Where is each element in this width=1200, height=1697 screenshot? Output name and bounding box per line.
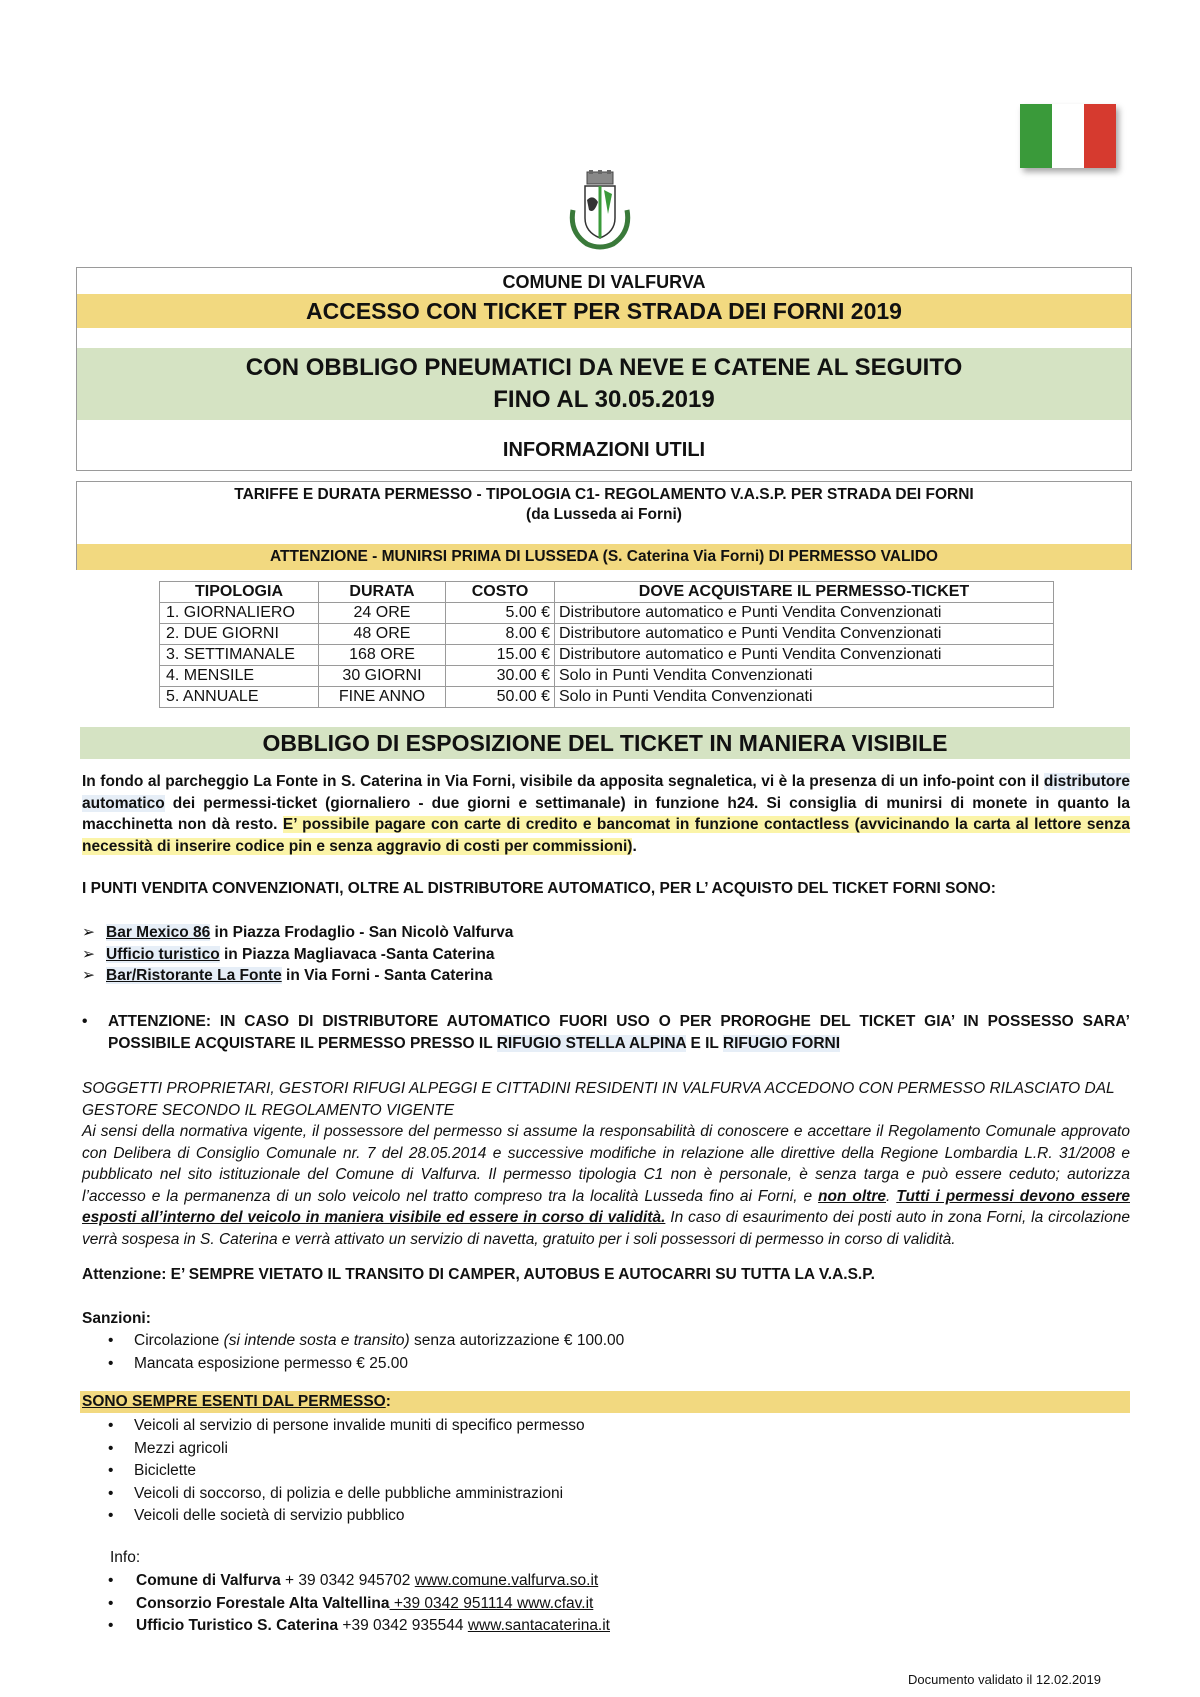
contact-phone: + 39 0342 945702 [280,1572,415,1589]
cell-durata: 24 ORE [319,603,446,624]
bullet-dot-icon: • [108,1594,114,1612]
info-label: Info: [110,1549,141,1566]
cell-dove: Solo in Punti Vendita Convenzionati [555,666,1054,687]
list-item [82,1593,1130,1616]
cell-tipologia: 5. ANNUALE [160,687,319,708]
cell-durata: 48 ORE [319,624,446,645]
validation-footer: Documento validato il 12.02.2019 [908,1672,1101,1687]
attenzione-band: ATTENZIONE - MUNIRSI PRIMA DI LUSSEDA (S. Caterina Via Forni) DI PERMESSO VALIDO [77,544,1131,570]
cell-costo: 30.00 € [446,666,555,687]
text-span: Biciclette [134,1462,197,1479]
contact-phone: +39 0342 951114 [389,1594,513,1612]
table-row [160,666,1054,687]
text-span: dei permessi-ticket (giornaliero - due giorni e settimanale) in funzione h24. Si consiglia di munirsi di monete in quanto la macchinetta non dà resto. [82,794,1130,833]
text-span: . [886,1187,897,1205]
cell-tipologia: 2. DUE GIORNI [160,624,319,645]
esposizione-paragraph [82,771,1130,857]
table-row [160,603,1054,624]
col-tipologia: TIPOLOGIA [160,582,319,603]
cell-costo: 50.00 € [446,687,555,708]
tariffe-heading [77,485,1131,525]
cell-tipologia: 4. MENSILE [160,666,319,687]
text-span: senza autorizzazione € 100.00 [409,1332,625,1349]
divieto-transito: Attenzione: E’ SEMPRE VIETATO IL TRANSITO DI CAMPER, AUTOBUS E AUTOCARRI SU TUTTA LA V.A.S.P. [82,1266,875,1283]
bullet-dot-icon: • [108,1417,114,1434]
info-list [82,1570,1130,1638]
list-item [82,922,1130,944]
text-span: : [385,1393,391,1410]
bullet-dot-icon: • [108,1617,114,1634]
esenti-list [82,1415,1130,1528]
text-span: In fondo al parcheggio La Fonte in S. Caterina in Via Forni, visibile da apposita segnaletica, vi è la presenza di un info-point con il [82,773,1044,790]
punto-vendita-location: in Via Forni - Santa Caterina [281,967,493,984]
list-item [82,965,1130,987]
cell-durata: FINE ANNO [319,687,446,708]
table-row [160,687,1054,708]
cell-costo: 8.00 € [446,624,555,645]
punti-vendita-heading: I PUNTI VENDITA CONVENZIONATI, OLTRE AL DISTRIBUTORE AUTOMATICO, PER L’ ACQUISTO DEL TICKET FORNI SONO: [82,880,996,897]
text-span: Ai sensi della normativa vigente, il possessore del permesso si assume la responsabilità di conoscere e accettare il Regolamento Comunale approvato con Delibera di Consiglio Comunale nr. 7 del 28.05.2014 e successive modifiche in relazione alle direttive della Regione Lombardia L.R. 31/2008 e pubblicato nel sito istituzionale del Comune di Valfurva. Il permesso tipologia C1 non è personale, è senza targa e può essere ceduto; autorizza l’accesso e la permanenza di un solo veicolo nel tratto compreso tra la località Lusseda fino ai Forni, e [82,1123,1130,1205]
obbligo-line2: FINO AL 30.05.2019 [493,386,715,413]
tariffe-box [76,481,1132,570]
tariffe-line1: TARIFFE E DURATA PERMESSO - TIPOLOGIA C1- REGOLAMENTO V.A.S.P. PER STRADA DEI FORNI [234,486,974,503]
header-box [76,267,1132,471]
obbligo-line1: CON OBBLIGO PNEUMATICI DA NEVE E CATENE AL SEGUITO [245,354,963,381]
esposizione-obbligo: Tutti i permessi devono essere esposti all’interno del veicolo in maniera visibile ed essere in corso di validità. [82,1187,1130,1226]
list-item [82,1505,1130,1528]
contact-name: Comune di Valfurva [136,1572,281,1589]
list-item [82,1353,1130,1376]
punto-vendita-name: Ufficio turistico [106,945,220,963]
bullet-dot-icon: • [82,1013,88,1030]
text-span: In caso di esaurimento dei posti auto in zona Forni, la circolazione verrà sospesa in S. Caterina e verrà attivato un servizio di navetta, gratuito per i soli possessori di permesso in corso di validità. [82,1209,1130,1248]
cell-costo: 15.00 € [446,645,555,666]
contact-link[interactable]: www.santacaterina.it [467,1617,610,1634]
bullet-dot-icon: • [108,1354,114,1372]
comune-name: COMUNE DI VALFURVA [502,272,706,292]
list-item [82,1330,1130,1353]
contact-link[interactable]: www.comune.valfurva.so.it [414,1572,599,1589]
sanzioni-list [82,1330,1130,1375]
punto-vendita-name: Bar Mexico 86 [106,924,211,941]
text-span: Mezzi agricoli [134,1439,228,1457]
list-item [82,1570,1130,1593]
document-title: ACCESSO CON TICKET PER STRADA DEI FORNI 2019 [77,294,1131,328]
text-span: Veicoli al servizio di persone invalide muniti di specifico permesso [134,1417,585,1434]
punto-vendita-location: in Piazza Frodaglio - San Nicolò Valfurva [210,924,514,941]
list-item [82,944,1130,966]
obbligo-band [77,348,1131,420]
list-item [82,1415,1130,1438]
regolamento-paragraph [82,1121,1130,1250]
contact-phone: +39 0342 935544 [338,1617,468,1634]
table-row [160,645,1054,666]
rifugio-forni: RIFUGIO FORNI [722,1034,841,1052]
cell-dove: Distributore automatico e Punti Vendita Convenzionati [555,645,1054,666]
text-span: ATTENZIONE: IN CASO DI DISTRIBUTORE AUTOMATICO FUORI USO O PER PROROGHE DEL TICKET GIA’ IN POSSESSO SARA’ POSSIBILE ACQUISTARE IL PERMESSO PRESSO IL [108,1013,1130,1052]
info-utili-heading: INFORMAZIONI UTILI [502,439,706,461]
bullet-dot-icon: • [108,1439,114,1457]
col-dove: DOVE ACQUISTARE IL PERMESSO-TICKET [555,582,1054,603]
bullet-dot-icon: • [108,1507,114,1524]
soggetti-paragraph: SOGGETTI PROPRIETARI, GESTORI RIFUGI ALPEGGI E CITTADINI RESIDENTI IN VALFURVA ACCEDONO CON PERMESSO RILASCIATO DAL GESTORE SECONDO IL REGOLAMENTO VIGENTE [82,1080,1115,1119]
rifugio-stella-alpina: RIFUGIO STELLA ALPINA [496,1034,687,1052]
col-costo: COSTO [446,582,555,603]
bullet-dot-icon: • [108,1572,114,1589]
arrow-bullet-icon: ➢ [82,924,95,941]
cell-tipologia: 1. GIORNALIERO [160,603,319,624]
contactless-highlight: E’ possibile pagare con carte di credito e bancomat in funzione contactless (avvicinando la carta al lettore senza necessità di inserire codice pin e senza aggravio di costi per commissioni) [82,816,1130,855]
cell-dove: Solo in Punti Vendita Convenzionati [555,687,1054,708]
col-durata: DURATA [319,582,446,603]
cell-durata: 30 GIORNI [319,666,446,687]
text-span: E IL [686,1034,723,1052]
text-span: Veicoli delle società di servizio pubblico [134,1507,405,1524]
list-item [82,1615,1130,1638]
list-item [82,1438,1130,1461]
italian-flag-icon [1020,104,1116,168]
table-header-row [160,582,1054,603]
contact-name: Consorzio Forestale Alta Valtellina [136,1594,390,1612]
bullet-dot-icon: • [108,1462,114,1479]
cell-dove: Distributore automatico e Punti Vendita Convenzionati [555,624,1054,645]
text-span: Mancata esposizione permesso € 25.00 [134,1354,408,1372]
cell-tipologia: 3. SETTIMANALE [160,645,319,666]
attenzione-rifugi [82,1011,1130,1054]
list-item [82,1483,1130,1506]
arrow-bullet-icon: ➢ [82,945,95,963]
contact-link[interactable]: www.cfav.it [512,1594,594,1612]
cell-costo: 5.00 € [446,603,555,624]
table-row [160,624,1054,645]
text-span: (si intende sosta e transito) [223,1332,410,1349]
cell-durata: 168 ORE [319,645,446,666]
coat-of-arms-icon [565,170,635,250]
sanzioni-heading: Sanzioni: [82,1310,151,1327]
punti-vendita-list [82,922,1130,987]
contact-name: Ufficio Turistico S. Caterina [136,1617,339,1634]
cell-dove: Distributore automatico e Punti Vendita Convenzionati [555,603,1054,624]
list-item [82,1460,1130,1483]
punto-vendita-name: Bar/Ristorante La Fonte [106,967,282,984]
tariffe-line2: (da Lusseda ai Forni) [526,506,682,523]
bullet-dot-icon: • [108,1484,114,1502]
text-span: Circolazione [134,1332,224,1349]
esenti-heading [80,1391,1130,1413]
non-oltre: non oltre [818,1187,886,1205]
esposizione-heading: OBBLIGO DI ESPOSIZIONE DEL TICKET IN MANIERA VISIBILE [80,727,1130,759]
text-span: . [632,837,637,855]
distributore-highlight: distributore automatico [82,773,1130,812]
arrow-bullet-icon: ➢ [82,967,95,984]
bullet-dot-icon: • [108,1332,114,1349]
rates-table [159,581,1054,708]
text-span: Veicoli di soccorso, di polizia e delle pubbliche amministrazioni [134,1484,564,1502]
punto-vendita-location: in Piazza Magliavaca -Santa Caterina [219,945,495,963]
esenti-title: SONO SEMPRE ESENTI DAL PERMESSO [82,1393,386,1410]
